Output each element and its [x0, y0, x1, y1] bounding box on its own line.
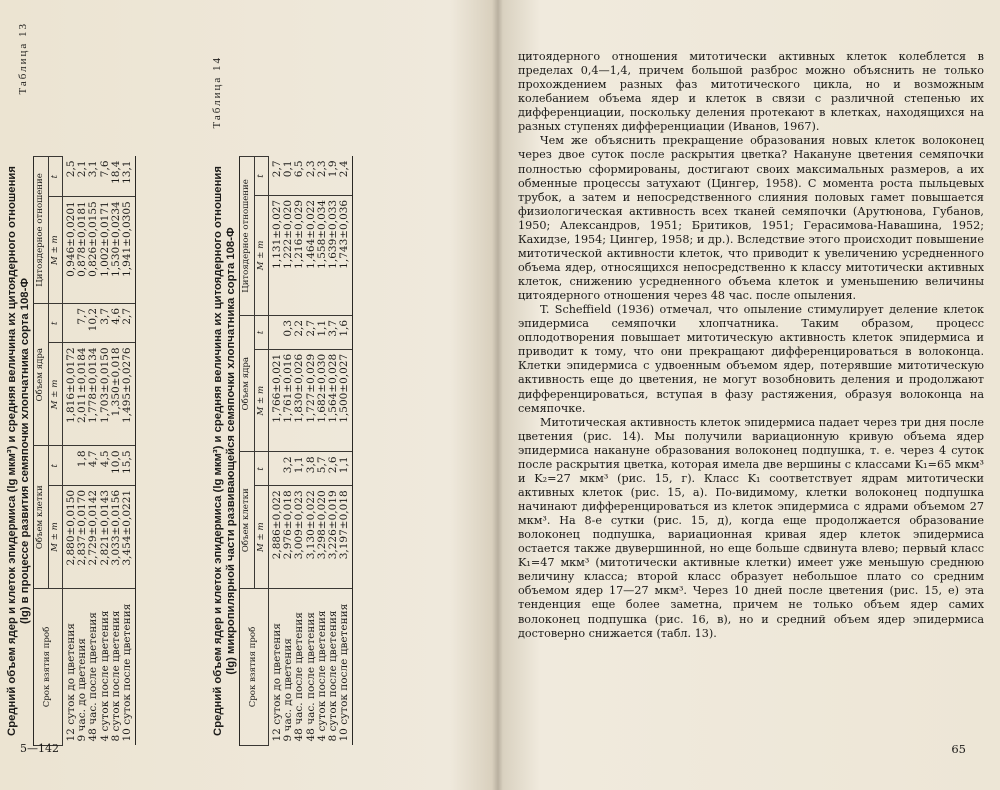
- cell-volume-mean: 2,729±0,0142: [88, 485, 99, 588]
- col-t: t: [254, 452, 268, 486]
- ratio-mean: 1,002±0,0171: [100, 197, 111, 304]
- nucleus-volume-t: 2,7: [306, 315, 317, 349]
- nucleus-volume-t: 3,7: [100, 303, 111, 342]
- col-m: M ± m: [254, 195, 268, 315]
- nucleus-volume-mean: 1,682±0,030: [317, 349, 328, 452]
- col-ratio: Цитоядерное отношение: [34, 157, 48, 304]
- cell-volume-t: [269, 452, 284, 486]
- ratio-t: 1,9: [328, 157, 339, 196]
- cell-volume-t: 1,1: [294, 452, 305, 486]
- ratio-mean: 0,826±0,0155: [88, 197, 99, 304]
- cell-volume-mean: 3,033±0,0156: [111, 485, 122, 588]
- paragraph: Митотическая активность клеток эпидермиса падает через три дня после цветения (рис. 14). Мы получили вариационную кривую объема ядер эпидермиса накануне образования волоконец подпушка, т. е. через 4 суток после раскрытия цветка, которая имела две вершины с классами K₁=65 мкм³ и K₂=27 мкм³ (рис. 15, г). Класс K₁ соответствует ядрам митотически активных клеток (рис. 15, а). По-видимому, клетки волоконец подпушка начинают дифференцироваться из клеток эпидермиса с ядрами объемом 27 мкм³. На 8-е сутки (рис. 15, д), когда еще продолжается образование волоконец подпушка, вариационная кривая ядер клеток эпидермиса остается также двувершинной, но еще больше сдвинута влево; первый класс K₁=47 мкм³ (митотически активные клетки) имеет уже меньшую среднюю величину класса; второй класс образует небольшое плато со средним объемом ядер 17—27 мкм³. Через 10 дней после цветения (рис. 15, е) эта тенденция еще более заметна, причем не только объем ядер самих волоконец подпушка (рис. 16, в), но и средний объем ядер эпидермиса достоверно снижается (табл. 13).: [518, 415, 984, 640]
- paragraph: T. Scheffield (1936) отмечал, что опыление стимулирует деление клеток эпидермиса семяпочки хлопчатника. Таким образом, процесс оплодотворения повышает митотическую активность клеток эпидермиса и приводит к тому, что они прекращают дифференцироваться в волоконца. Клетки эпидермиса с удвоенным объемом ядер, потерявшие митотическую активность еще до цветения, не могут возобновить деления и продолжают дифференцироваться, вступая в фазу растяжения, образуя волоконца на семяпочке.: [518, 303, 984, 415]
- row-period: 12 суток до цветения: [65, 623, 77, 742]
- cell-volume-mean: 3,226±0,019: [328, 486, 339, 589]
- table-body: [63, 157, 136, 746]
- nucleus-volume-t: 1,1: [317, 315, 328, 349]
- nucleus-volume-mean: 1,495±0,0276: [122, 343, 136, 446]
- cell-volume-t: 15,5: [122, 446, 136, 485]
- col-t: t: [48, 446, 62, 485]
- nucleus-volume-t: 2,7: [122, 303, 136, 342]
- cell-volume-mean: 2,976±0,018: [283, 486, 294, 589]
- paragraph: цитоядерного отношения митотически активных клеток колеблется в пределах 0,4—1,4, причем большой разброс можно объяснить не только прохождением разных фаз митотического цикла, но и возможным колебанием объема ядер и клеток в связи с различной степенью их дифференциации, поскольку деления протекают в клетках, находящихся на разных ступенях дифференциации (Иванов, 1967).: [518, 50, 984, 134]
- ratio-mean: 0,946±0,0201: [63, 197, 78, 304]
- col-cell-volume: Объем клетки: [240, 452, 254, 589]
- col-nucleus-volume: Объем ядра: [240, 315, 254, 452]
- cell-volume-mean: 2,837±0,0170: [77, 485, 88, 588]
- row-period: 9 час. до цветения: [282, 638, 295, 742]
- cell-volume-t: 1,8: [77, 446, 88, 485]
- row-period: 10 суток после цветения: [122, 589, 136, 746]
- ratio-mean: 1,639±0,033: [328, 195, 339, 315]
- right-page: [500, 0, 1000, 790]
- row-period: 4 суток после цветения: [315, 610, 328, 742]
- paragraph: Чем же объяснить прекращение образования новых клеток волоконец через двое суток после раскрытия цветка? Накануне цветения семяпочки полностью сформированы, достигают своих максимальных размеров, а их обменные процессы затухают (Цингер, 1958). С момента роста пыльцевых трубок, а затем и непосредственного слияния половых гамет повышается физиологическая активность всех тканей семяпочки (Арутюнова, Губанов, 1950; Александров, 1951; Бритиков, 1951; Герасимова-Навашина, 1952; Кахидзе, 1954; Цингер, 1958; и др.). Вследствие этого происходит повышение митотической активности клеток, что приводит к увеличению усредненного объема ядер, относящихся непосредственно к классу митотически активных клеток, снижению усредненного объема клеток и уменьшению величины цитоядерного отношения через 48 час. после опыления.: [518, 134, 984, 303]
- row-period: 48 час. после цветения: [87, 612, 100, 742]
- ratio-mean: 1,464±0,022: [306, 195, 317, 315]
- nucleus-volume-t: [63, 303, 78, 342]
- table-number: Таблица 14: [211, 56, 223, 129]
- table-caption: Средний объем ядер и клеток эпидермиса (lg мкм³) и средняя величина их цитоядерного отношения (lg) микропилярной части развивающейся семяпочки хлопчатника сорта 108-Ф: [212, 166, 237, 736]
- row-period: 12 суток до цветения: [271, 623, 283, 742]
- table-row: [294, 157, 305, 746]
- nucleus-volume-mean: 1,727±0,029: [306, 349, 317, 452]
- rotated-tables: [0, 0, 494, 790]
- table-14: [211, 56, 353, 746]
- col-t: t: [254, 157, 268, 196]
- nucleus-volume-mean: 1,564±0,028: [328, 349, 339, 452]
- ratio-mean: 1,222±0,020: [283, 195, 294, 315]
- cell-volume-mean: 3,130±0,022: [306, 486, 317, 589]
- cell-volume-t: 10,0: [111, 446, 122, 485]
- ratio-t: 2,4: [339, 157, 353, 196]
- cell-volume-mean: 3,454±0,0221: [122, 485, 136, 588]
- data-table: [33, 156, 136, 746]
- ratio-t: 13,1: [122, 157, 136, 197]
- body-text: [518, 50, 984, 641]
- ratio-t: 3,1: [88, 157, 99, 197]
- cell-volume-mean: 3,298±0,020: [317, 486, 328, 589]
- nucleus-volume-mean: 1,500±0,027: [339, 349, 353, 452]
- col-m: M ± m: [48, 485, 62, 588]
- col-m: M ± m: [254, 486, 268, 589]
- cell-volume-t: 3,8: [306, 452, 317, 486]
- nucleus-volume-t: [269, 315, 284, 349]
- col-m: M ± m: [48, 343, 62, 446]
- nucleus-volume-t: 10,2: [88, 303, 99, 342]
- table-row: [88, 157, 99, 746]
- ratio-t: 0,1: [283, 157, 294, 196]
- ratio-mean: 1,743±0,036: [339, 195, 353, 315]
- nucleus-volume-mean: 2,011±0,0184: [77, 343, 88, 446]
- ratio-t: 2,3: [317, 157, 328, 196]
- data-table: [239, 156, 353, 746]
- left-page: [0, 0, 494, 790]
- page-number: 65: [951, 742, 966, 756]
- col-nucleus-volume: Объем ядра: [34, 303, 48, 446]
- row-period: 4 суток после цветения: [98, 610, 111, 742]
- table-body: [269, 157, 353, 746]
- nucleus-volume-t: 7,7: [77, 303, 88, 342]
- ratio-mean: 1,216±0,029: [294, 195, 305, 315]
- ratio-t: 2,3: [306, 157, 317, 196]
- ratio-mean: 1,530±0,0234: [111, 197, 122, 304]
- cell-volume-mean: 3,009±0,023: [294, 486, 305, 589]
- table-row: [269, 157, 284, 746]
- cell-volume-t: 3,2: [283, 452, 294, 486]
- cell-volume-mean: 3,197±0,018: [339, 486, 353, 589]
- nucleus-volume-mean: 1,761±0,016: [283, 349, 294, 452]
- row-period: 10 суток после цветения: [339, 589, 353, 746]
- ratio-mean: 1,558±0,034: [317, 195, 328, 315]
- nucleus-volume-mean: 1,830±0,026: [294, 349, 305, 452]
- nucleus-volume-t: 3,7: [328, 315, 339, 349]
- cell-volume-t: 4,7: [88, 446, 99, 485]
- nucleus-volume-mean: 1,816±0,0172: [63, 343, 78, 446]
- row-period: 8 суток после цветения: [109, 610, 122, 742]
- col-t: t: [48, 157, 62, 197]
- col-m: M ± m: [254, 349, 268, 452]
- row-period: 8 суток после цветения: [327, 610, 340, 742]
- ratio-t: 2,7: [269, 157, 284, 196]
- ratio-t: 7,6: [100, 157, 111, 197]
- ratio-t: 18,4: [111, 157, 122, 197]
- ratio-t: 2,1: [77, 157, 88, 197]
- signature-mark: 5—142: [20, 742, 59, 755]
- cell-volume-mean: 2,886±0,022: [269, 486, 284, 589]
- table-row: [63, 157, 78, 746]
- col-ratio: Цитоядерное отношение: [240, 157, 254, 316]
- cell-volume-t: 5,7: [317, 452, 328, 486]
- col-cell-volume: Объем клетки: [34, 446, 48, 589]
- col-period: Срок взятия проб: [240, 589, 269, 746]
- row-period: 48 час. после цветения: [304, 612, 317, 742]
- nucleus-volume-t: 0,3: [283, 315, 294, 349]
- ratio-mean: 1,131±0,027: [269, 195, 284, 315]
- cell-volume-t: 4,5: [100, 446, 111, 485]
- ratio-mean: 1,941±0,0305: [122, 197, 136, 304]
- ratio-t: 6,5: [294, 157, 305, 196]
- cell-volume-t: 1,1: [339, 452, 353, 486]
- table-row: [339, 157, 353, 746]
- row-period: 9 час. до цветения: [76, 638, 89, 742]
- col-period: Срок взятия проб: [34, 589, 63, 746]
- cell-volume-mean: 2,821±0,0143: [100, 485, 111, 588]
- nucleus-volume-mean: 1,350±0,018: [111, 343, 122, 446]
- ratio-mean: 0,878±0,0181: [77, 197, 88, 304]
- cell-volume-t: [63, 446, 78, 485]
- nucleus-volume-t: 4,6: [111, 303, 122, 342]
- cell-volume-mean: 2,880±0,0150: [63, 485, 78, 588]
- row-period: 48 час. после цветения: [293, 612, 306, 742]
- table-number: Таблица 13: [17, 22, 29, 95]
- nucleus-volume-t: 1,6: [339, 315, 353, 349]
- nucleus-volume-mean: 1,766±0,021: [269, 349, 284, 452]
- ratio-t: 2,5: [63, 157, 78, 197]
- cell-volume-t: 2,6: [328, 452, 339, 486]
- nucleus-volume-mean: 1,778±0,0134: [88, 343, 99, 446]
- col-t: t: [254, 315, 268, 349]
- col-m: M ± m: [48, 197, 62, 304]
- table-13: [6, 22, 136, 746]
- col-t: t: [48, 303, 62, 342]
- table-row: [122, 157, 136, 746]
- nucleus-volume-t: 2,2: [294, 315, 305, 349]
- nucleus-volume-mean: 1,703±0,0150: [100, 343, 111, 446]
- table-caption: Средний объем ядер и клеток эпидермиса (lg мкм³) и средняя величина их цитоядерного отношения (lg) в процессе развития семяпочки хлопчатника сорта 108-Ф: [6, 166, 31, 736]
